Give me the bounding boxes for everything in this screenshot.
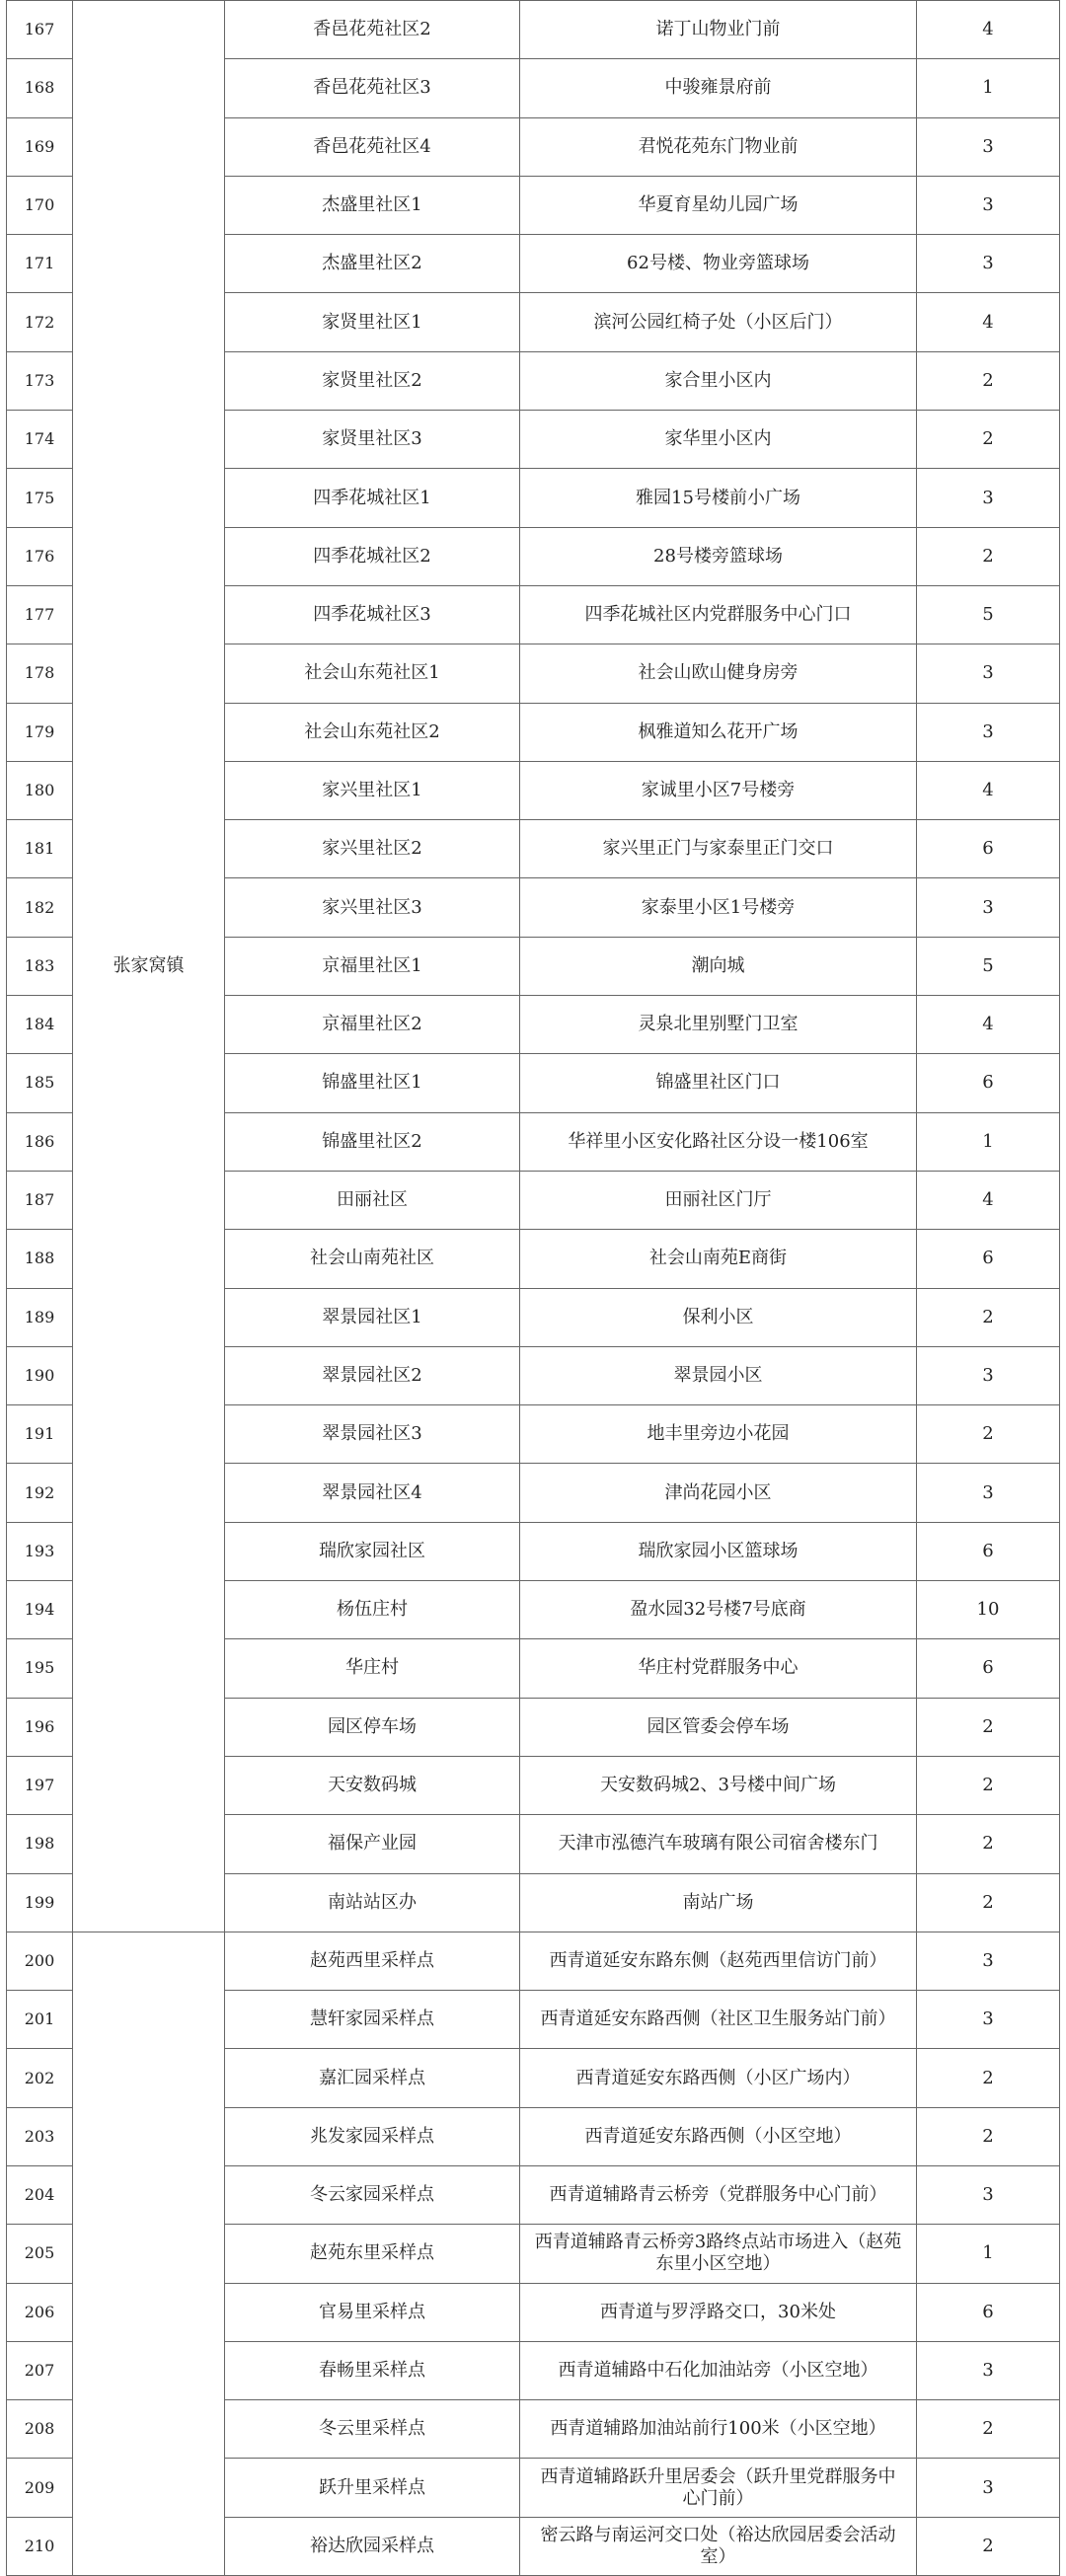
location-cell: 家合里小区内: [520, 351, 917, 410]
location-cell: 28号楼旁篮球场: [520, 527, 917, 585]
location-cell: 华祥里小区安化路社区分设一楼106室: [520, 1112, 917, 1171]
community-cell: 田丽社区: [225, 1171, 520, 1229]
row-number-cell: 202: [7, 2049, 73, 2107]
location-cell: 瑞欣家园小区篮球场: [520, 1522, 917, 1580]
count-cell: 6: [917, 2283, 1060, 2341]
count-cell: 2: [917, 2107, 1060, 2165]
row-number-cell: 191: [7, 1405, 73, 1464]
count-cell: 3: [917, 2459, 1060, 2517]
count-cell: 3: [917, 1932, 1060, 1990]
community-cell: 香邑花苑社区4: [225, 117, 520, 176]
community-cell: 社会山东苑社区2: [225, 703, 520, 761]
count-cell: 5: [917, 585, 1060, 644]
location-cell: 华夏育星幼儿园广场: [520, 176, 917, 234]
location-cell: 家泰里小区1号楼旁: [520, 878, 917, 937]
location-cell: 天津市泓德汽车玻璃有限公司宿舍楼东门: [520, 1815, 917, 1873]
location-cell: 中骏雍景府前: [520, 59, 917, 117]
count-cell: 6: [917, 1639, 1060, 1698]
community-cell: 南站站区办: [225, 1873, 520, 1932]
row-number-cell: 208: [7, 2400, 73, 2459]
count-cell: 3: [917, 1991, 1060, 2049]
location-cell: 雅园15号楼前小广场: [520, 469, 917, 527]
row-number-cell: 210: [7, 2517, 73, 2575]
location-cell: 西青道辅路中石化加油站旁（小区空地）: [520, 2341, 917, 2399]
row-number-cell: 173: [7, 351, 73, 410]
location-cell: 枫雅道知么花开广场: [520, 703, 917, 761]
row-number-cell: 190: [7, 1346, 73, 1404]
community-cell: 香邑花苑社区3: [225, 59, 520, 117]
count-cell: 6: [917, 820, 1060, 878]
location-cell: 天安数码城2、3号楼中间广场: [520, 1756, 917, 1814]
community-cell: 华庄村: [225, 1639, 520, 1698]
location-cell: 诺丁山物业门前: [520, 1, 917, 59]
community-cell: 家贤里社区3: [225, 411, 520, 469]
row-number-cell: 199: [7, 1873, 73, 1932]
community-cell: 京福里社区2: [225, 996, 520, 1054]
count-cell: 3: [917, 2165, 1060, 2224]
count-cell: 5: [917, 937, 1060, 995]
row-number-cell: 207: [7, 2341, 73, 2399]
community-cell: 福保产业园: [225, 1815, 520, 1873]
row-number-cell: 196: [7, 1698, 73, 1756]
location-cell: 家兴里正门与家泰里正门交口: [520, 820, 917, 878]
row-number-cell: 198: [7, 1815, 73, 1873]
row-number-cell: 188: [7, 1230, 73, 1288]
count-cell: 2: [917, 351, 1060, 410]
row-number-cell: 171: [7, 235, 73, 293]
location-cell: 保利小区: [520, 1288, 917, 1346]
count-cell: 4: [917, 996, 1060, 1054]
count-cell: 2: [917, 1815, 1060, 1873]
row-number-cell: 180: [7, 761, 73, 819]
row-number-cell: 209: [7, 2459, 73, 2517]
row-number-cell: 174: [7, 411, 73, 469]
town-cell: [73, 1932, 225, 2575]
community-cell: 跃升里采样点: [225, 2459, 520, 2517]
community-cell: 慧轩家园采样点: [225, 1991, 520, 2049]
community-cell: 家兴里社区3: [225, 878, 520, 937]
location-cell: 滨河公园红椅子处（小区后门）: [520, 293, 917, 351]
count-cell: 4: [917, 761, 1060, 819]
row-number-cell: 181: [7, 820, 73, 878]
row-number-cell: 186: [7, 1112, 73, 1171]
community-cell: 杰盛里社区1: [225, 176, 520, 234]
location-cell: 社会山南苑E商街: [520, 1230, 917, 1288]
row-number-cell: 182: [7, 878, 73, 937]
row-number-cell: 195: [7, 1639, 73, 1698]
location-cell: 家诚里小区7号楼旁: [520, 761, 917, 819]
row-number-cell: 185: [7, 1054, 73, 1112]
location-cell: 西青道延安东路西侧（社区卫生服务站门前）: [520, 1991, 917, 2049]
count-cell: 4: [917, 1, 1060, 59]
community-cell: 翠景园社区2: [225, 1346, 520, 1404]
community-cell: 兆发家园采样点: [225, 2107, 520, 2165]
location-cell: 津尚花园小区: [520, 1464, 917, 1522]
row-number-cell: 205: [7, 2225, 73, 2283]
location-cell: 盈水园32号楼7号底商: [520, 1581, 917, 1639]
count-cell: 2: [917, 1698, 1060, 1756]
row-number-cell: 197: [7, 1756, 73, 1814]
location-cell: 家华里小区内: [520, 411, 917, 469]
community-cell: 杨伍庄村: [225, 1581, 520, 1639]
location-cell: 南站广场: [520, 1873, 917, 1932]
count-cell: 3: [917, 469, 1060, 527]
community-cell: 冬云家园采样点: [225, 2165, 520, 2224]
location-cell: 四季花城社区内党群服务中心门口: [520, 585, 917, 644]
location-cell: 西青道辅路青云桥旁（党群服务中心门前）: [520, 2165, 917, 2224]
location-cell: 地丰里旁边小花园: [520, 1405, 917, 1464]
count-cell: 2: [917, 2049, 1060, 2107]
count-cell: 10: [917, 1581, 1060, 1639]
count-cell: 6: [917, 1522, 1060, 1580]
location-cell: 西青道延安东路西侧（小区空地）: [520, 2107, 917, 2165]
row-number-cell: 200: [7, 1932, 73, 1990]
row-number-cell: 175: [7, 469, 73, 527]
community-cell: 家贤里社区1: [225, 293, 520, 351]
row-number-cell: 201: [7, 1991, 73, 2049]
location-cell: 西青道延安东路东侧（赵苑西里信访门前）: [520, 1932, 917, 1990]
community-cell: 赵苑东里采样点: [225, 2225, 520, 2283]
row-number-cell: 169: [7, 117, 73, 176]
row-number-cell: 178: [7, 644, 73, 703]
count-cell: 2: [917, 2517, 1060, 2575]
count-cell: 3: [917, 176, 1060, 234]
count-cell: 1: [917, 2225, 1060, 2283]
community-cell: 翠景园社区4: [225, 1464, 520, 1522]
row-number-cell: 194: [7, 1581, 73, 1639]
location-cell: 西青道辅路青云桥旁3路终点站市场进入（赵苑东里小区空地）: [520, 2225, 917, 2283]
community-cell: 裕达欣园采样点: [225, 2517, 520, 2575]
location-cell: 密云路与南运河交口处（裕达欣园居委会活动室）: [520, 2517, 917, 2575]
community-cell: 杰盛里社区2: [225, 235, 520, 293]
community-cell: 冬云里采样点: [225, 2400, 520, 2459]
row-number-cell: 189: [7, 1288, 73, 1346]
row-number-cell: 179: [7, 703, 73, 761]
location-cell: 君悦花苑东门物业前: [520, 117, 917, 176]
row-number-cell: 177: [7, 585, 73, 644]
count-cell: 3: [917, 117, 1060, 176]
count-cell: 1: [917, 1112, 1060, 1171]
community-cell: 四季花城社区2: [225, 527, 520, 585]
count-cell: 2: [917, 527, 1060, 585]
community-cell: 四季花城社区1: [225, 469, 520, 527]
location-cell: 华庄村党群服务中心: [520, 1639, 917, 1698]
location-cell: 西青道与罗浮路交口，30米处: [520, 2283, 917, 2341]
location-cell: 西青道辅路跃升里居委会（跃升里党群服务中心门前）: [520, 2459, 917, 2517]
count-cell: 3: [917, 1346, 1060, 1404]
count-cell: 2: [917, 1756, 1060, 1814]
count-cell: 3: [917, 2341, 1060, 2399]
count-cell: 2: [917, 2400, 1060, 2459]
community-cell: 京福里社区1: [225, 937, 520, 995]
row-number-cell: 193: [7, 1522, 73, 1580]
count-cell: 4: [917, 293, 1060, 351]
community-cell: 家兴里社区1: [225, 761, 520, 819]
community-cell: 锦盛里社区2: [225, 1112, 520, 1171]
table-row: [7, 1, 1060, 59]
count-cell: 3: [917, 1464, 1060, 1522]
community-cell: 社会山南苑社区: [225, 1230, 520, 1288]
row-number-cell: 204: [7, 2165, 73, 2224]
community-cell: 翠景园社区1: [225, 1288, 520, 1346]
row-number-cell: 170: [7, 176, 73, 234]
count-cell: 3: [917, 644, 1060, 703]
location-cell: 西青道辅路加油站前行100米（小区空地）: [520, 2400, 917, 2459]
community-cell: 锦盛里社区1: [225, 1054, 520, 1112]
count-cell: 3: [917, 878, 1060, 937]
row-number-cell: 184: [7, 996, 73, 1054]
location-cell: 潮向城: [520, 937, 917, 995]
count-cell: 1: [917, 59, 1060, 117]
row-number-cell: 168: [7, 59, 73, 117]
count-cell: 2: [917, 411, 1060, 469]
community-cell: 家兴里社区2: [225, 820, 520, 878]
location-cell: 62号楼、物业旁篮球场: [520, 235, 917, 293]
location-cell: 西青道延安东路西侧（小区广场内）: [520, 2049, 917, 2107]
community-cell: 赵苑西里采样点: [225, 1932, 520, 1990]
count-cell: 4: [917, 1171, 1060, 1229]
count-cell: 6: [917, 1054, 1060, 1112]
table-row: [7, 1932, 1060, 1990]
town-cell: 张家窝镇: [73, 1, 225, 1932]
row-number-cell: 176: [7, 527, 73, 585]
community-cell: 嘉汇园采样点: [225, 2049, 520, 2107]
count-cell: 2: [917, 1288, 1060, 1346]
community-cell: 翠景园社区3: [225, 1405, 520, 1464]
count-cell: 3: [917, 703, 1060, 761]
community-cell: 香邑花苑社区2: [225, 1, 520, 59]
community-cell: 春畅里采样点: [225, 2341, 520, 2399]
row-number-cell: 203: [7, 2107, 73, 2165]
community-cell: 四季花城社区3: [225, 585, 520, 644]
count-cell: 6: [917, 1230, 1060, 1288]
community-cell: 社会山东苑社区1: [225, 644, 520, 703]
location-cell: 田丽社区门厅: [520, 1171, 917, 1229]
sampling-sites-table: [6, 0, 1060, 2576]
community-cell: 家贤里社区2: [225, 351, 520, 410]
row-number-cell: 206: [7, 2283, 73, 2341]
community-cell: 官易里采样点: [225, 2283, 520, 2341]
community-cell: 天安数码城: [225, 1756, 520, 1814]
row-number-cell: 187: [7, 1171, 73, 1229]
table-body: [7, 1, 1060, 2576]
row-number-cell: 172: [7, 293, 73, 351]
row-number-cell: 192: [7, 1464, 73, 1522]
community-cell: 园区停车场: [225, 1698, 520, 1756]
count-cell: 3: [917, 235, 1060, 293]
row-number-cell: 183: [7, 937, 73, 995]
count-cell: 2: [917, 1405, 1060, 1464]
location-cell: 锦盛里社区门口: [520, 1054, 917, 1112]
location-cell: 园区管委会停车场: [520, 1698, 917, 1756]
location-cell: 翠景园小区: [520, 1346, 917, 1404]
count-cell: 2: [917, 1873, 1060, 1932]
location-cell: 灵泉北里别墅门卫室: [520, 996, 917, 1054]
location-cell: 社会山欧山健身房旁: [520, 644, 917, 703]
community-cell: 瑞欣家园社区: [225, 1522, 520, 1580]
row-number-cell: 167: [7, 1, 73, 59]
